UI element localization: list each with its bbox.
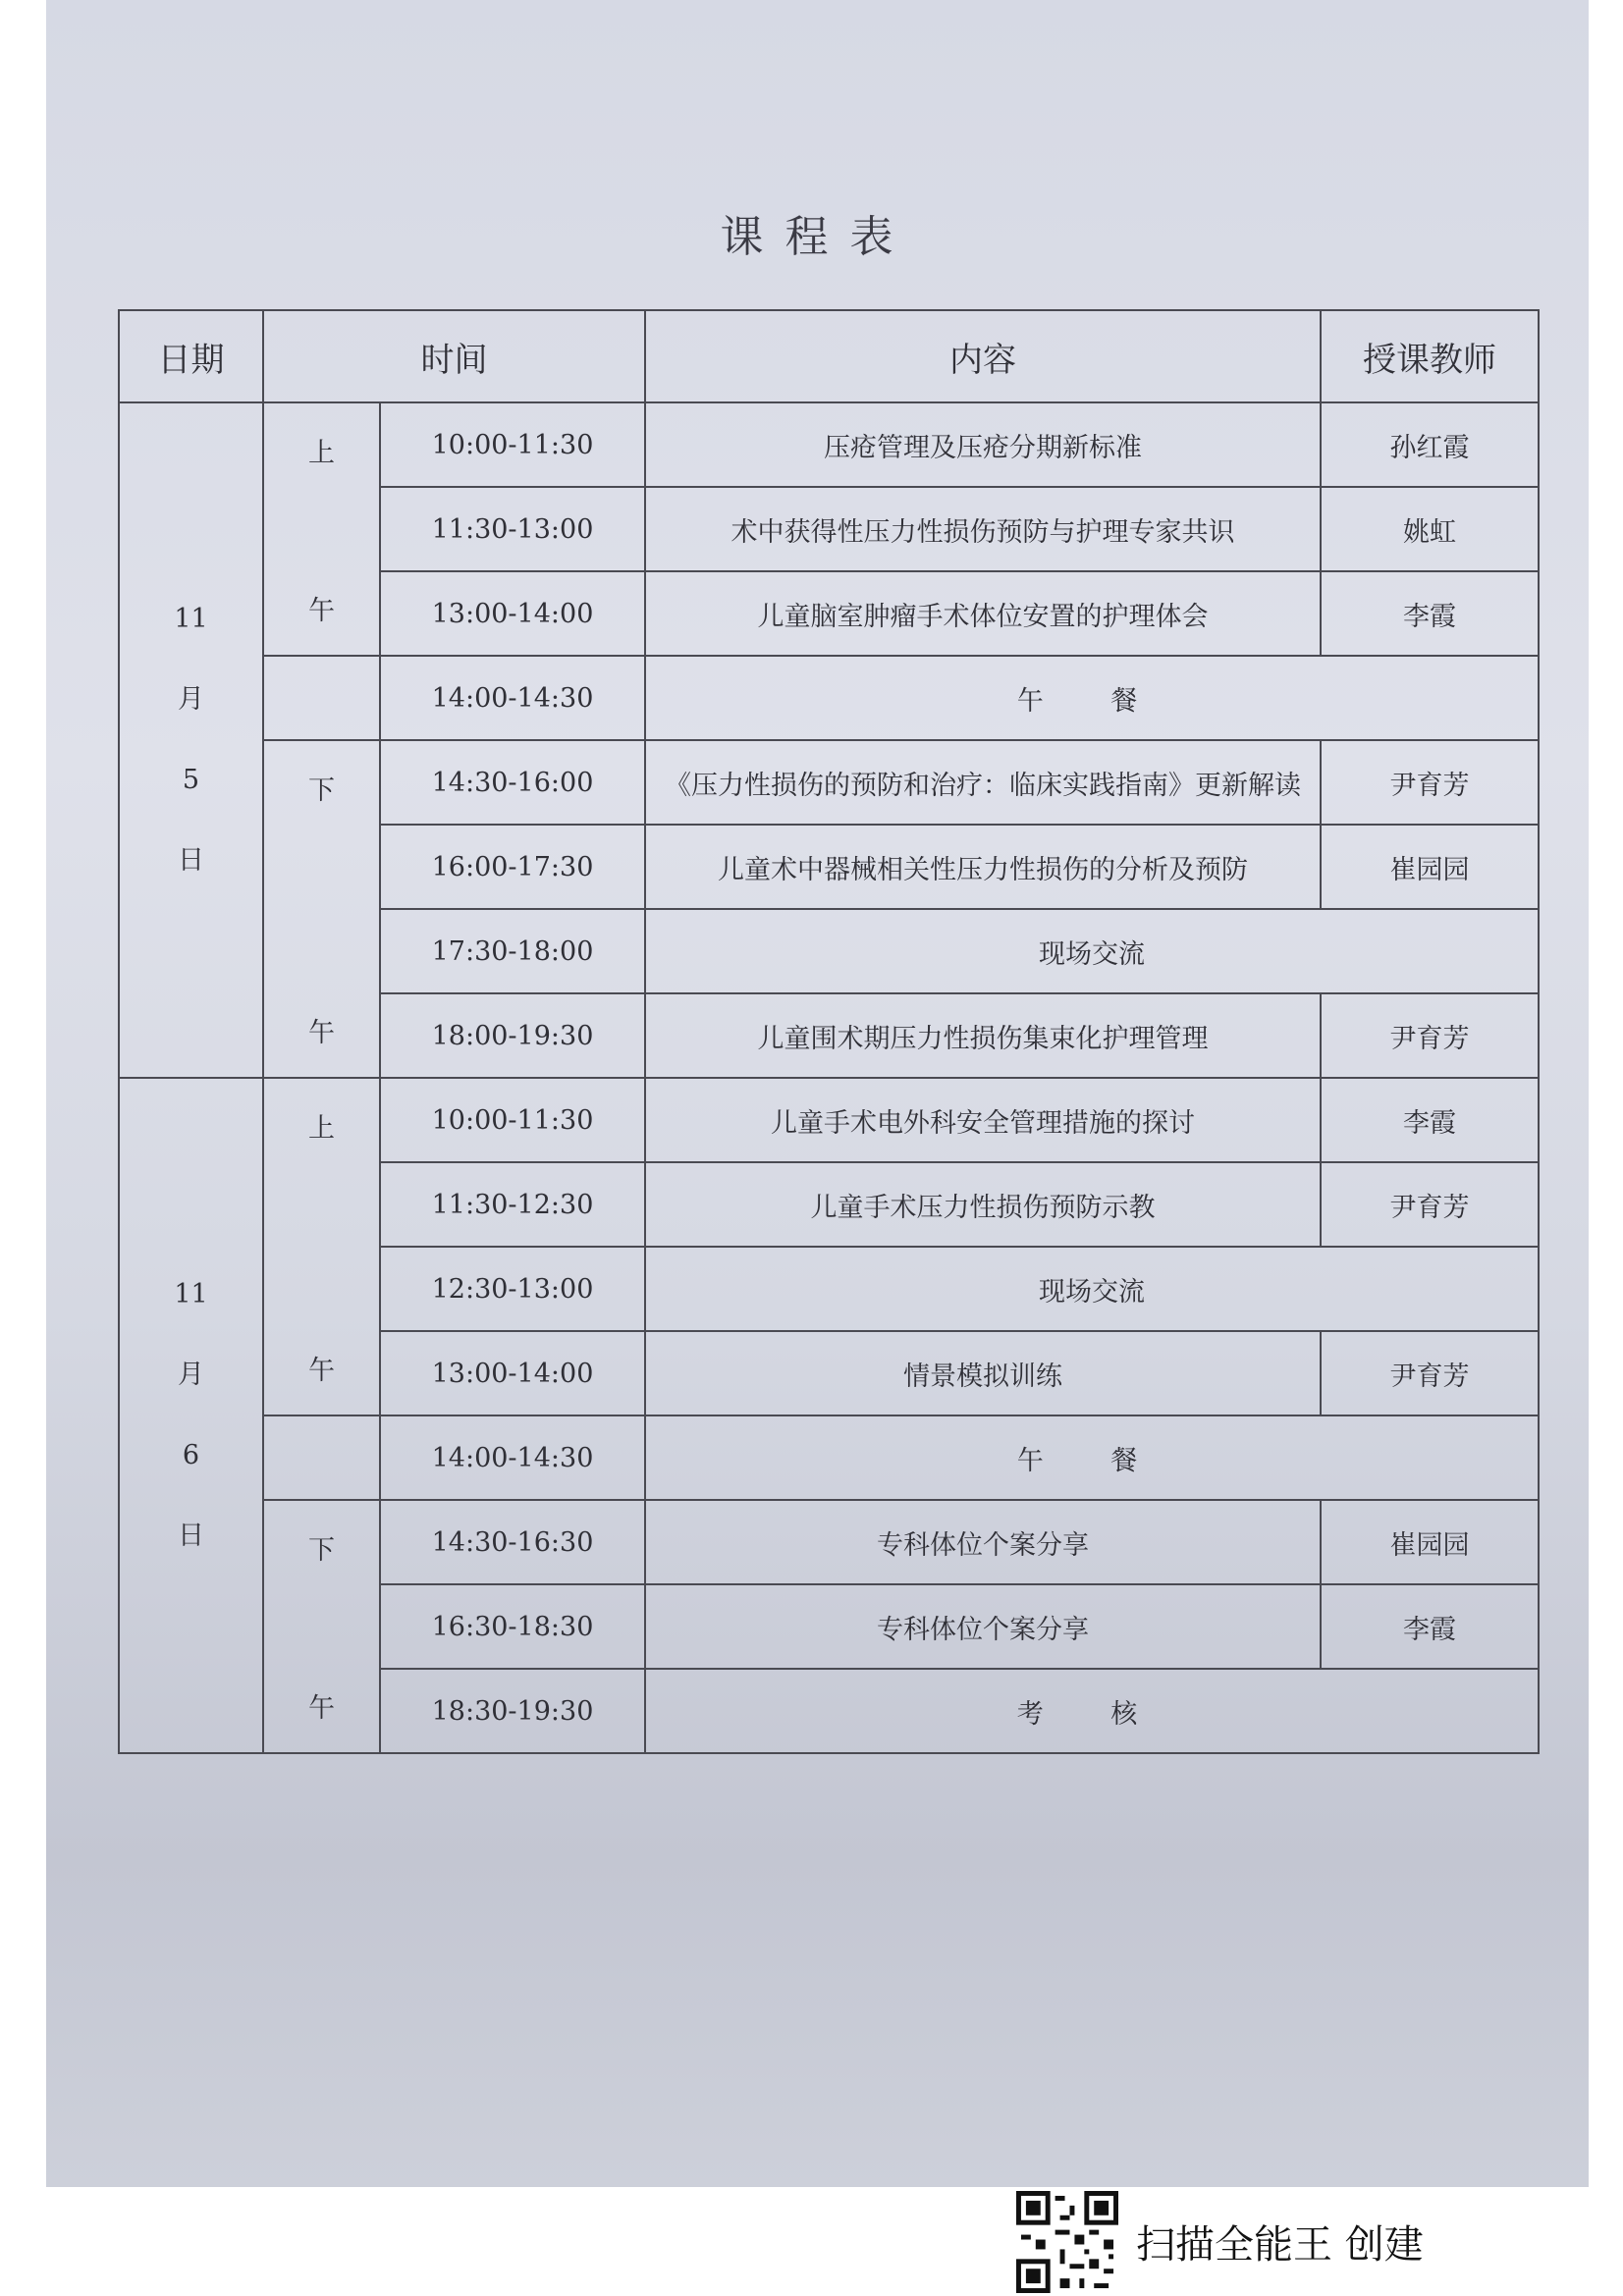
period-char: 午: [308, 1693, 335, 1724]
content-cell: 午 餐: [645, 656, 1539, 740]
period-char: 午: [308, 1018, 335, 1048]
time-cell: 18:00-19:30: [380, 993, 645, 1078]
content-cell: 术中获得性压力性损伤预防与护理专家共识: [645, 487, 1321, 571]
content-cell: 专科体位个案分享: [645, 1500, 1321, 1584]
time-cell: 13:00-14:00: [380, 571, 645, 656]
time-cell: 10:00-11:30: [380, 1078, 645, 1162]
content-cell: 《压力性损伤的预防和治疗：临床实践指南》更新解读: [645, 740, 1321, 825]
scanner-credit: 扫描全能王 创建: [1136, 2222, 1424, 2268]
period-char: 下: [308, 1535, 335, 1566]
time-cell: 10:00-11:30: [380, 402, 645, 487]
time-cell: 11:30-12:30: [380, 1162, 645, 1247]
teacher-cell: 姚虹: [1321, 487, 1539, 571]
time-cell: 14:00-14:30: [380, 656, 645, 740]
date-part: 月: [178, 684, 204, 715]
time-cell: 16:30-18:30: [380, 1584, 645, 1669]
content-cell: 儿童手术电外科安全管理措施的探讨: [645, 1078, 1321, 1162]
time-cell: 17:30-18:00: [380, 909, 645, 993]
date-part: 月: [178, 1360, 204, 1390]
teacher-cell: 李霞: [1321, 1078, 1539, 1162]
teacher-cell: 尹育芳: [1321, 1162, 1539, 1247]
teacher-cell: 李霞: [1321, 1584, 1539, 1669]
page-title: 课程表: [720, 212, 915, 262]
scanner-watermark: [1016, 2187, 1424, 2296]
teacher-cell: 尹育芳: [1321, 740, 1539, 825]
content-cell: 压疮管理及压疮分期新标准: [645, 402, 1321, 487]
teacher-cell: 崔园园: [1321, 1500, 1539, 1584]
scanned-page: [46, 0, 1589, 2187]
date-part: 6: [182, 1440, 200, 1470]
table-row: [119, 1500, 1539, 1584]
table-row: [119, 402, 1539, 487]
period-cell: [263, 656, 380, 740]
period-char: 午: [308, 596, 335, 626]
period-char: 上: [308, 1113, 335, 1144]
table-row: [119, 656, 1539, 740]
time-cell: 16:00-17:30: [380, 825, 645, 909]
time-cell: 13:00-14:00: [380, 1331, 645, 1415]
period-cell: [263, 1500, 380, 1753]
content-cell: 儿童术中器械相关性压力性损伤的分析及预防: [645, 825, 1321, 909]
qr-code-icon: [1016, 2191, 1118, 2293]
time-cell: 12:30-13:00: [380, 1247, 645, 1331]
time-cell: 18:30-19:30: [380, 1669, 645, 1753]
date-cell: [119, 402, 263, 1078]
header-content: 内容: [645, 310, 1321, 402]
date-cell: [119, 1078, 263, 1753]
time-cell: 14:30-16:00: [380, 740, 645, 825]
period-cell: [263, 402, 380, 656]
schedule-table: [118, 309, 1540, 1754]
date-part: 5: [182, 765, 200, 795]
content-cell: 现场交流: [645, 1247, 1539, 1331]
period-cell: [263, 1415, 380, 1500]
content-cell: 儿童围术期压力性损伤集束化护理管理: [645, 993, 1321, 1078]
period-char: 上: [308, 438, 335, 468]
date-part: 11: [174, 604, 208, 634]
table-row: [119, 1078, 1539, 1162]
teacher-cell: 崔园园: [1321, 825, 1539, 909]
period-cell: [263, 1078, 380, 1415]
content-cell: 情景模拟训练: [645, 1331, 1321, 1415]
time-cell: 14:00-14:30: [380, 1415, 645, 1500]
time-cell: 14:30-16:30: [380, 1500, 645, 1584]
content-cell: 现场交流: [645, 909, 1539, 993]
period-char: 下: [308, 775, 335, 806]
time-cell: 11:30-13:00: [380, 487, 645, 571]
content-cell: 专科体位个案分享: [645, 1584, 1321, 1669]
period-cell: [263, 740, 380, 1078]
table-row: [119, 1415, 1539, 1500]
header-date: 日期: [119, 310, 263, 402]
teacher-cell: 尹育芳: [1321, 1331, 1539, 1415]
teacher-cell: 孙红霞: [1321, 402, 1539, 487]
table-row: [119, 740, 1539, 825]
teacher-cell: 李霞: [1321, 571, 1539, 656]
period-char: 午: [308, 1356, 335, 1386]
date-part: 11: [174, 1279, 208, 1309]
header-teacher: 授课教师: [1321, 310, 1539, 402]
date-part: 日: [178, 845, 204, 876]
date-part: 日: [178, 1521, 204, 1551]
content-cell: 儿童脑室肿瘤手术体位安置的护理体会: [645, 571, 1321, 656]
header-row: [119, 310, 1539, 402]
content-cell: 儿童手术压力性损伤预防示教: [645, 1162, 1321, 1247]
content-cell: 考 核: [645, 1669, 1539, 1753]
header-time: 时间: [263, 310, 645, 402]
content-cell: 午 餐: [645, 1415, 1539, 1500]
teacher-cell: 尹育芳: [1321, 993, 1539, 1078]
